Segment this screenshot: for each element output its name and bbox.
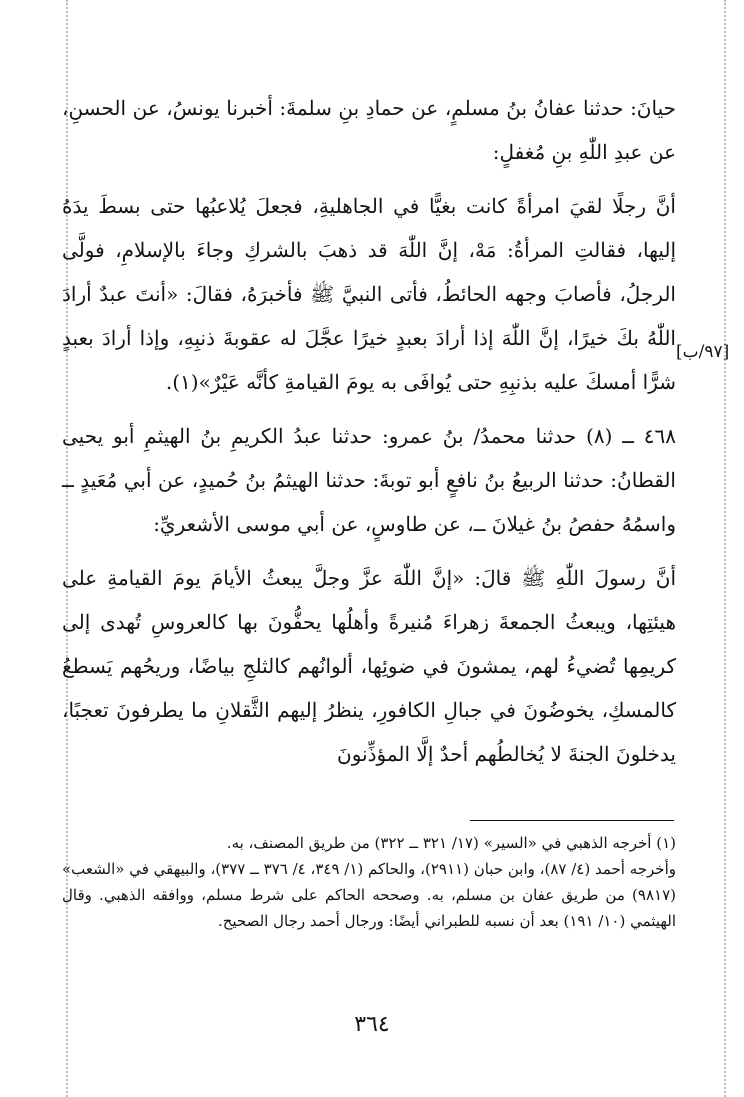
footnote-1-continued: وأخرجه أحمد (٤/ ٨٧)، وابن حبان (٢٩١١)، والحاكم (١/ ٣٤٩، ٤/ ٣٧٦ ــ ٣٧٧)، والبيهقي في «الشعب» (٩٨١٧) من طريق عفان بن مسلم، به. وصححه الحاكم على شرط مسلم، ووافقه الذهبي. وقال الهيثمي (١٠/ ١٩١) بعد أن نسبه للطبراني أيضًا: ورجال أحمد رجال الصحيح. <box>62 860 676 930</box>
paragraph-hadith-468-isnad: ٤٦٨ ــ (٨) حدثنا محمدُ/ بنُ عمرو: حدثنا عبدُ الكريمِ بنُ الهيثمِ أبو يحيى القطانُ: حدثنا الربيعُ بنُ نافعٍ أبو توبةَ: حدثنا الهيثمُ بنُ حُميدٍ، عن أبي مُعَيدٍ ــ واسمُهُ حفصُ بنُ غيلانَ ــ، عن طاوسٍ، عن أبي موسى الأشعريِّ: <box>62 424 676 536</box>
footnotes <box>62 830 676 934</box>
manuscript-folio-marker: [٩٧/ب] <box>676 342 730 362</box>
footnote-separator <box>470 820 674 821</box>
right-dotted-margin <box>724 0 726 1097</box>
paragraph-isnad-continuation: حيانَ: حدثنا عفانُ بنُ مسلمٍ، عن حمادِ بنِ سلمةَ: أخبرنا يونسُ، عن الحسنِ، عن عبدِ اللّٰهِ بنِ مُغفلٍ: <box>62 96 676 164</box>
paragraph-hadith-467-text: أنَّ رجلًا لقيَ امرأةً كانت بغيًّا في الجاهليةِ، فجعلَ يُلاعبُها حتى بسطَ يدَهُ إليها، فقالتِ المرأةُ: مَهْ، إنَّ اللّٰهَ قد ذهبَ بالشركِ وجاءَ بالإسلامِ، فولَّى الرجلُ، فأصابَ وجهه الحائطُ، فأتى النبيَّ ﷺ فأخبرَهُ، فقالَ: «أنتَ عبدٌ أرادَ اللّٰهُ بكَ خيرًا، إنَّ اللّٰهَ إذا أرادَ بعبدٍ خيرًا عجَّلَ له عقوبةَ ذنبِهِ، وإذا أرادَ بعبدٍ شرًّا أمسكَ عليه بذنبِهِ حتى يُوافَى به يومَ القيامةِ كأنَّه عَيْرٌ»(١). <box>62 194 676 394</box>
footnote-1: (١) أخرجه الذهبي في «السير» (١٧/ ٣٢١ ــ ٣٢٢) من طريق المصنف، به. <box>226 834 676 852</box>
paragraph-hadith-468-text: أنَّ رسولَ اللّٰهِ ﷺ قالَ: «إنَّ اللّٰهَ عزَّ وجلَّ يبعثُ الأيامَ يومَ القيامةِ على هيئتِها، ويبعثُ الجمعةَ زهراءَ مُنيرةً وأهلُها يحفُّونَ بها كالعروسِ تُهدى إلى كريمِها تُضيءُ لهم، يمشونَ في ضوئِها، ألوانُهم كالثلجِ بياضًا، وريحُهم يَسطعُ كالمسكِ، يخوضُونَ في جبالِ الكافورِ، ينظرُ إليهم الثَّقلانِ ما يطرفونَ تعجبًا، يدخلونَ الجنةَ لا يُخالطُهم أحدٌ إلَّا المؤذِّنونَ <box>62 566 676 766</box>
main-text <box>62 86 676 776</box>
page-number: ٣٦٤ <box>354 1012 390 1037</box>
